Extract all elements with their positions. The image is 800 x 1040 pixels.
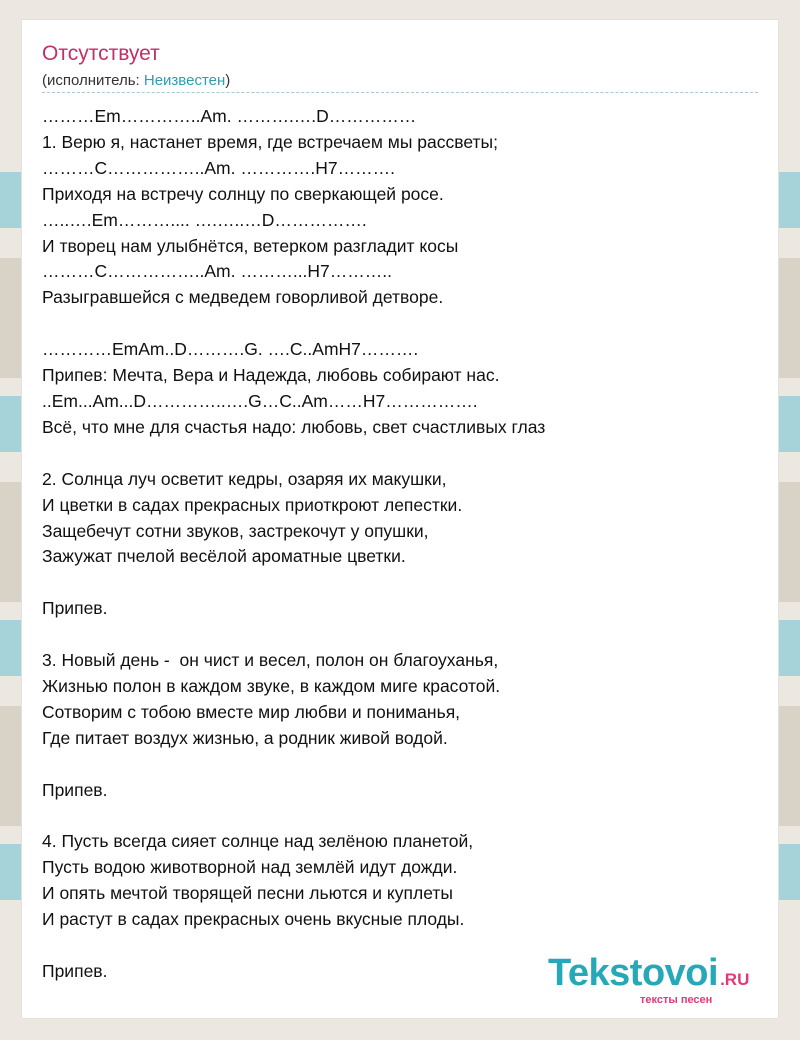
lyric-line: ..Em...Am...D…………..….G…C..Am……H7……………. [42, 390, 478, 411]
lyric-line: …..….Em……….... ….…..…D……………. [42, 209, 367, 230]
lyric-line: Зажужат пчелой весёлой ароматные цветки. [42, 546, 406, 567]
lyric-line: И растут в садах прекрасных очень вкусные плоды. [42, 909, 465, 930]
song-title: Отсутствует [42, 42, 160, 65]
lyric-line [42, 441, 545, 467]
lyric-line: Припев: Мечта, Вера и Надежда, любовь собирают нас. [42, 365, 500, 386]
lyric-line: Защебечут сотни звуков, застрекочут у опушки, [42, 520, 429, 541]
lyric-line: И опять мечтой творящей песни льются и куплеты [42, 883, 453, 904]
lyric-line: …………EmAm..D……….G. ….C..AmH7………. [42, 339, 419, 360]
lyric-line: ………Em…………..Am. ……….….D…………… [42, 106, 417, 126]
lyric-line: ………C……………..Am. ………...H7……….. [42, 261, 393, 282]
lyric-line: 1. Верю я, настанет время, где встречаем мы рассветы; [42, 131, 498, 152]
byline-prefix: (исполнитель: [42, 72, 144, 89]
artist-byline [42, 72, 230, 89]
lyric-line [42, 933, 545, 959]
lyric-line: Припев. [42, 779, 108, 800]
lyric-line: И творец нам улыбнётся, ветерком разгладит косы [42, 235, 459, 256]
lyrics-text [42, 104, 545, 985]
lyric-line [42, 803, 545, 829]
lyric-line: Сотворим с тобою вместе мир любви и пониманья, [42, 701, 461, 722]
lyric-line: 3. Новый день - он чист и весел, полон он благоуханья, [42, 650, 499, 671]
lyric-line: Всё, что мне для счастья надо: любовь, свет счастливых глаз [42, 416, 546, 437]
lyric-line: Разыгравшейся с медведем говорливой детворе. [42, 287, 444, 308]
lyric-line: Где питает воздух жизнью, а родник живой водой. [42, 727, 448, 748]
lyric-line [42, 570, 545, 596]
artist-link[interactable]: Неизвестен [143, 72, 226, 89]
lyric-line: Жизнью полон в каждом звуке, в каждом миге красотой. [42, 675, 501, 696]
lyric-line: 4. Пусть всегда сияет солнце над зелёною планетой, [42, 831, 474, 852]
lyric-line [42, 752, 545, 778]
lyric-line [42, 311, 545, 337]
logo-wordmark: Tekstovoi [548, 952, 719, 994]
lyric-line: Пусть водою животворной над землёй идут дожди. [42, 857, 458, 878]
lyric-line: И цветки в садах прекрасных приоткроют лепестки. [42, 494, 463, 515]
byline-suffix: ) [225, 72, 231, 89]
lyric-line: 2. Солнца луч осветит кедры, озаряя их макушки, [42, 468, 447, 489]
logo-tagline: тексты песен [640, 994, 713, 1006]
lyric-line [42, 622, 545, 648]
lyric-line: Приходя на встречу солнцу по сверкающей росе. [42, 183, 444, 204]
lyric-line: Припев. [42, 960, 108, 981]
dashed-divider [42, 92, 758, 93]
lyrics-card [22, 20, 778, 1018]
lyric-line: ………C……………..Am. ………….H7………. [42, 157, 395, 178]
logo-tld: .RU [720, 970, 750, 989]
site-logo[interactable] [548, 952, 750, 1006]
lyric-line: Припев. [42, 598, 108, 619]
